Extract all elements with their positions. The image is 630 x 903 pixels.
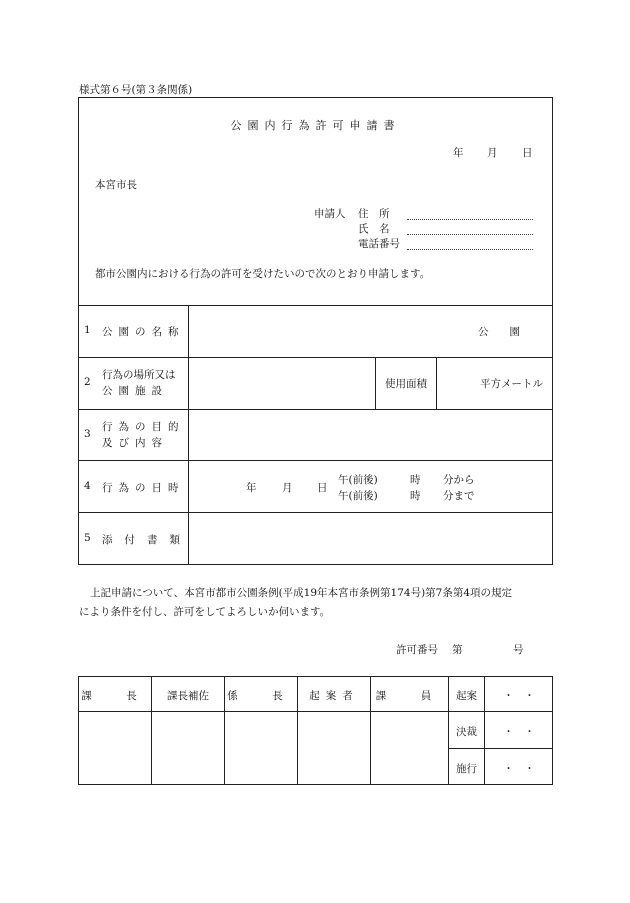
row1-label: 公園の名称	[102, 326, 185, 338]
name-field-line[interactable]	[407, 234, 533, 235]
start-ampm: 午(前後)	[338, 474, 378, 486]
row5-number: 5	[84, 532, 91, 544]
draft-date-value[interactable]: ・ ・	[503, 690, 535, 702]
row2-number: 2	[84, 376, 91, 388]
enforcement-date-label: 施行	[456, 763, 477, 775]
purpose-field[interactable]	[190, 411, 550, 458]
end-minute: 分まで	[443, 490, 475, 502]
row3-label-line1: 行為の目的	[102, 421, 185, 433]
header-deputy-chief: 課長補佐	[167, 690, 209, 702]
start-minute: 分から	[443, 474, 475, 486]
approval-header-divider	[78, 711, 448, 712]
end-ampm: 午(前後)	[338, 490, 378, 502]
row-divider	[78, 305, 553, 306]
row3-number: 3	[84, 428, 91, 440]
end-hour: 時	[410, 490, 421, 502]
area-divider	[436, 357, 437, 409]
attachments-field[interactable]	[190, 514, 550, 563]
applicant-label: 申請人	[314, 208, 346, 220]
start-hour: 時	[410, 474, 421, 486]
decision-date-label: 決裁	[456, 726, 477, 738]
addressee: 本宮市長	[95, 179, 137, 191]
approval-side-divider	[448, 711, 553, 712]
row1-number: 1	[84, 324, 91, 336]
draft-date-label: 起案	[456, 690, 477, 702]
row4-day: 日	[317, 482, 328, 494]
applicant-name-label: 氏 名	[358, 223, 390, 235]
decision-date-value[interactable]: ・ ・	[503, 726, 535, 738]
location-field[interactable]	[190, 359, 373, 407]
request-text: 都市公園内における行為の許可を受けたいので次のとおり申請します。	[95, 268, 431, 280]
area-label: 使用面積	[385, 378, 427, 390]
row2-label-line1: 行為の場所又は	[102, 369, 176, 381]
header-staff: 課 員	[375, 690, 444, 702]
applicant-address-label: 住 所	[358, 208, 390, 220]
phone-field-line[interactable]	[407, 249, 533, 250]
header-drafter: 起案者	[309, 690, 359, 702]
address-field-line[interactable]	[407, 219, 533, 220]
header-section-chief: 課 長	[81, 690, 149, 702]
approval-text-line1: 上記申請について、本宮市都市公園条例(平成19年本宮市条例第174号)第7条第4項の規定	[90, 587, 513, 599]
row4-year: 年	[246, 482, 257, 494]
area-unit: 平方メートル	[480, 378, 543, 390]
row5-label: 添付書類	[102, 534, 192, 546]
date-month-label: 月	[487, 147, 498, 159]
row-divider	[78, 460, 553, 461]
label-column-divider	[188, 305, 189, 565]
row-divider	[78, 512, 553, 513]
header-subsection-chief: 係 長	[227, 690, 295, 702]
permit-number-label: 許可番号	[396, 644, 438, 656]
applicant-phone-label: 電話番号	[358, 238, 400, 250]
form-label: 様式第６号(第３条関係)	[79, 84, 193, 96]
date-day-label: 日	[522, 147, 533, 159]
row4-month: 月	[282, 482, 293, 494]
row2-label-line2: 公園施設	[102, 385, 168, 397]
row4-number: 4	[84, 480, 91, 492]
row4-label: 行為の日時	[102, 482, 185, 494]
permit-number-prefix: 第	[452, 644, 463, 656]
row-divider	[78, 357, 553, 358]
approval-side-divider	[448, 748, 553, 749]
enforcement-date-value[interactable]: ・ ・	[503, 763, 535, 775]
park-suffix: 公 園	[478, 326, 520, 338]
date-year-label: 年	[453, 147, 464, 159]
approval-text-line2: により条件を付し、許可をしてよろしいか伺います。	[79, 606, 331, 618]
park-name-field[interactable]	[190, 307, 460, 355]
row3-label-line2: 及び内容	[102, 437, 168, 449]
row-divider	[78, 409, 553, 410]
form-title: 公園内行為許可申請書	[230, 119, 401, 132]
permit-number-suffix: 号	[513, 644, 524, 656]
